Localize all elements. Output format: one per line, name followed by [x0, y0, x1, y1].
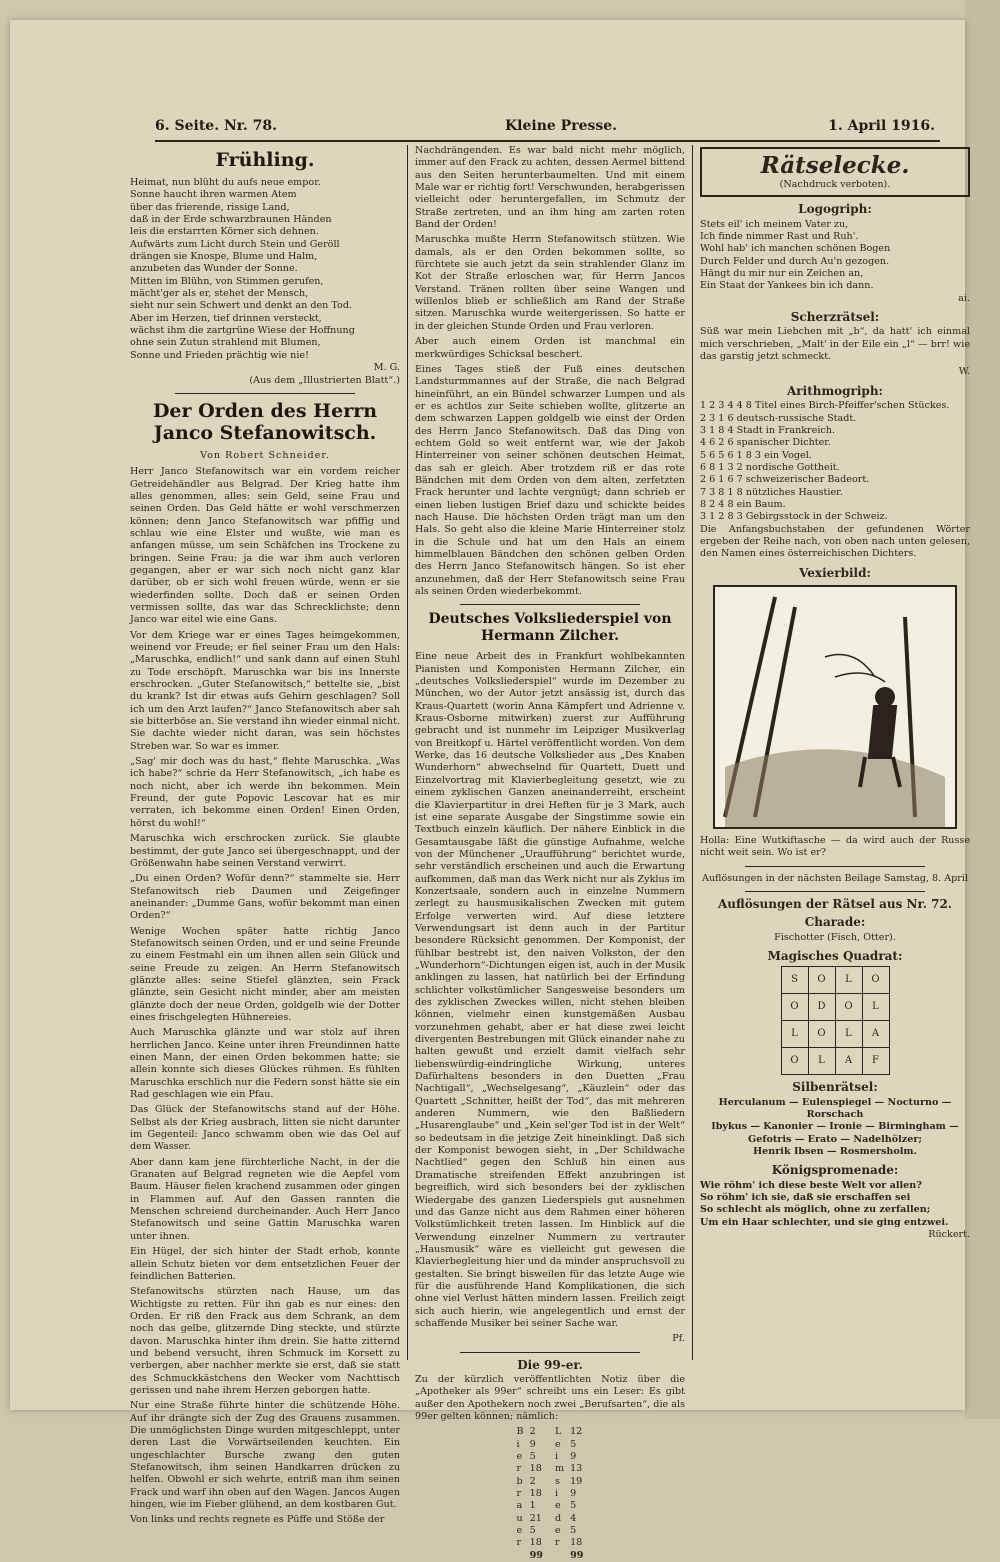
puzzle-corner-box: [700, 147, 970, 197]
poem-title: Frühling.: [215, 149, 315, 171]
poem-line: sieht nur sein Schwert und denkt an den Tod.: [130, 300, 353, 312]
magic-square-row: [781, 994, 889, 1021]
charade-text: Fischotter (Fisch, Otter).: [774, 931, 896, 943]
arithmogriph-line: 6 8 1 3 2 nordische Gottheit.: [700, 461, 840, 473]
paragraph: Eines Tages stieß der Fuß eines deutschen Landsturmmannes auf der Straße, die nach Belgrad hineinführt, an ein Bündel schwarzer Lumpen und als er es achtlos zur Seite schieben wollte, glitzerte an dem schwarzen Lappen goldgelb wie einst der Orden des Herrn Janco Stefanowitsch. Daß das Ding von echtem Gold so weit entfernt war, wie der Jakob Hinterreiner von seiner schönen deutschen Heimat, das sah er gleich. Aber trotzdem riß er das rote Bändchen mit dem Orden von dem alten, zerfetzten Frack herunter und lachte vergnügt; dann schrieb er einen lieben lustigen Brief dazu und schickte beides nach Hause. Die höchsten Orden trägt man um den Hals. So geht also die kleine Marie Hinterreiner stolz in die Schule und hat um den Hals an einem himmelblauen Bändchen den schönen gelben Orden des Herrn Janco Stefanowitsch hängen. So ist eher anzunehmen, daß der Herr Stefanowitsch seine Frau als seinen Orden wiederbekommt.: [415, 363, 685, 598]
arithmogriph-line: 7 3 8 1 8 nützliches Haustier.: [700, 486, 843, 498]
arithmogriph-line: 5 6 5 6 1 8 3 ein Vogel.: [700, 449, 812, 461]
koenig-title: Königspromenade:: [771, 1163, 899, 1178]
arithmogriph-line: 1 2 3 4 4 8 Titel eines Birch-Pfeiffer'schen Stückes.: [700, 400, 950, 412]
magic-square-cell: L: [835, 967, 862, 994]
logogriph-line: Hängt du mir nur ein Zeichen an,: [700, 268, 864, 280]
poem-line: ohne sein Zutun strahlend mit Blumen,: [130, 337, 321, 349]
puzzle-corner-note: (Nachdruck verboten).: [779, 179, 891, 190]
puzzle-corner-title: Rätselecke.: [760, 152, 910, 179]
poem-line: Heimat, nun blüht du aufs neue empor.: [130, 177, 321, 188]
column-rule-2: [692, 145, 693, 1360]
logogriph-line: Ich finde nimmer Rast und Ruh'.: [700, 231, 859, 243]
column-2: [415, 145, 685, 1561]
table-cell: 13: [570, 1463, 583, 1475]
poem-line: wächst ihm die zartgrüne Wiese der Hoffnung: [130, 325, 355, 337]
poem-line: über das frierende, rissige Land,: [130, 201, 290, 213]
arithmogriph-line: 3 1 2 8 3 Gebirgsstock in der Schweiz.: [700, 511, 888, 523]
paragraph: Aber auch einem Orden ist manchmal ein merkwürdiges Schicksal beschert.: [415, 336, 685, 360]
paragraph: Das Glück der Stefanowitschs stand auf der Höhe. Selbst als der Krieg ausbrach, litten sie nicht darunter im Gegenteil: Janco schwamm oben wie das Oel auf dem Wasser.: [130, 1104, 400, 1153]
scherz-sign: W.: [958, 366, 970, 378]
table-cell: 18: [570, 1537, 583, 1549]
page-header: [155, 118, 940, 142]
table-row: [514, 1537, 587, 1549]
table-row: [514, 1426, 587, 1438]
magic-square-cell: L: [781, 1021, 808, 1048]
paragraph: Vor dem Kriege war er eines Tages heimgekommen, weinend vor Freude; er fiel seiner Frau um den Hals: „Maruschka, endlich!“ und sank dann auf einen Stuhl zu Tode erschöpft. Maruschka war bis ins Innerste erschrocken. „Guter Stefanowitsch,“ bettelte sie, „bist du krank? Ist dir etwas aufs Gehirn geschlagen? Soll ich um den Arzt laufen?“ Janco Stefanowitsch aber sah sie bitterböse an. Sie verstand ihn wieder einmal nicht. Sie dachte wieder nicht daran, was sein höchstes Streben war. So war es immer.: [130, 629, 400, 752]
table-cell: 2: [529, 1475, 536, 1487]
column-3: [700, 145, 970, 1365]
silben-line: Herculanum — Eulenspiegel — Nocturno — Rorschach: [718, 1096, 952, 1121]
magic-square-cell: O: [808, 967, 835, 994]
table-cell: e: [554, 1525, 561, 1537]
poem: [130, 177, 400, 362]
charade-title: Charade:: [804, 915, 866, 930]
poem-line: daß in der Erde schwarzbraunen Händen: [130, 214, 332, 226]
magic-square-cell: S: [781, 967, 808, 994]
table-row: [514, 1451, 587, 1463]
poem-line: Aber im Herzen, tief drinnen versteckt,: [130, 312, 322, 324]
table-cell: i: [554, 1488, 559, 1500]
magic-square-cell: L: [862, 994, 889, 1021]
koenig-line: Wie röhm' ich diese beste Welt vor allen?: [700, 1179, 922, 1191]
table-cell: 19: [570, 1475, 583, 1487]
paragraph: Nachdrängenden. Es war bald nicht mehr möglich, immer auf den Frack zu achten, dessen Aermel bittend aus den Seiten herunterbaumelten. Und mit einem Male war er richtig fort! Verschwunden, herabgerissen vielleicht oder heruntergefallen, im Schmutz der Straße zertreten, und an ihm hing am zarten roten Band der Orden!: [415, 145, 685, 231]
magic-square-cell: D: [808, 994, 835, 1021]
poem-line: Sonne und Frieden prächtig wie nie!: [130, 349, 309, 361]
poem-line: Mitten im Blühn, von Stimmen gerufen,: [130, 275, 324, 287]
paragraph: Nur eine Straße führte hinter die schützende Höhe. Auf ihr drängte sich der Zug des Grauens zusammen. Die unmöglichsten Dinge wurden mitgeschleppt, unter deren Last die Vorwärtseilenden keuchten. Ein ungeschlachter Bursche zwang den guten Stefanowitsch, ihm seinen Handkarren drücken zu helfen. Obwohl er sich wehrte, entriß man ihm seinen Frack und warf ihn oben auf den Wagen. Jancos Augen hingen, wie im Fieber glühend, an dem kostbaren Gut.: [130, 1400, 400, 1511]
table-row: [514, 1525, 587, 1537]
table-cell: r: [554, 1537, 560, 1549]
scherz-text: Süß war mein Liebchen mit „b“, da hatt' ich einmal mich verschrieben, „Malt' in der Eile ein „l“ — brr! wie das garstig jetzt schmeckt.: [700, 326, 970, 363]
paragraph: Maruschka wich erschrocken zurück. Sie glaubte bestimmt, der gute Janco sei übergeschnappt, und der Größenwahn habe seinen Verstand verwirrt.: [130, 833, 400, 869]
table-cell: 9: [570, 1488, 577, 1500]
table-cell: 5: [570, 1500, 577, 1512]
table-row: [514, 1488, 587, 1500]
vexier-title: Vexierbild:: [799, 565, 871, 580]
arithmogriph-title: Arithmogriph:: [787, 383, 883, 398]
story-author: Von Robert Schneider.: [200, 449, 330, 461]
table-cell: e: [516, 1525, 523, 1537]
table-cell: a: [516, 1500, 523, 1512]
vexier-picture: [713, 585, 957, 829]
silben-line: Gefotris — Erato — Nadelhölzer;: [748, 1133, 922, 1145]
poem-source: (Aus dem „Illustrierten Blatt“.): [249, 374, 400, 386]
arithmogriph-note: Die Anfangsbuchstaben der gefundenen Wörter ergeben der Reihe nach, von oben nach unten gelesen, den Namen eines österreichischen Dichters.: [700, 523, 970, 560]
table-cell: 18: [529, 1488, 542, 1500]
table-cell: 1: [529, 1500, 536, 1512]
solutions-note: Auflösungen in der nächsten Beilage Samstag, 8. April: [701, 872, 969, 884]
poem-line: Sonne haucht ihren warmen Atem: [130, 189, 297, 201]
table-cell: 4: [570, 1512, 577, 1524]
table-cell: m: [554, 1463, 565, 1475]
paragraph: Stefanowitschs stürzten nach Hause, um das Wichtigste zu retten. Für ihn gab es nur eines: den Orden. Er riß den Frack aus dem Schrank, an dem noch das gelbe, glitzernde Ding steckte, und stürzte davon. Maruschka hinter ihm drein. Sie hatte zitternd und bebend versucht, ihren Schmuck im Korsett zu verbergen, aber nachher merkte sie erst, daß sie statt des Schmuckkästchens den Wecker vom Nachttisch gerissen und nahe ihrem Herzen geborgen hatte.: [130, 1286, 400, 1396]
table-cell: L: [554, 1426, 562, 1438]
table-cell: 18: [529, 1537, 542, 1549]
article-volkslied-title: Deutsches Volksliederspiel von Hermann Zilcher.: [428, 611, 672, 645]
column-rule-1: [407, 145, 408, 1360]
paragraph: Aber dann kam jene fürchterliche Nacht, in der die Granaten auf Belgrad regneten wie die Aepfel vom Baum. Häuser fielen krachend zusammen oder gingen in Flammen auf. Auf den Gassen rannten die Menschen schreiend durcheinander. Auch Herr Janco Stefanowitsch und seine Gattin Maruschka waren unter ihnen.: [130, 1156, 400, 1242]
scherz-title: Scherzrätsel:: [790, 310, 880, 325]
table-row: [514, 1463, 587, 1475]
story-body: [130, 466, 400, 1527]
magic-square-row: [781, 1048, 889, 1075]
logogriph-line: Stets eil' ich meinem Vater zu,: [700, 218, 849, 230]
story-title: Der Orden des Herrn Janco Stefanowitsch.: [152, 399, 378, 444]
header-right: 1. April 1916.: [828, 118, 935, 134]
article-volkslied-body: [415, 651, 685, 1330]
table-cell: 9: [570, 1451, 577, 1463]
table-cell: 99: [529, 1549, 543, 1561]
magic-square-row: [781, 1021, 889, 1048]
magic-square-cell: F: [862, 1048, 889, 1075]
table-cell: i: [516, 1438, 520, 1450]
table-cell: e: [516, 1451, 523, 1463]
koenig-lines: [700, 1180, 970, 1229]
paragraph: Herr Janco Stefanowitsch war ein vordem reicher Getreidehändler aus Belgrad. Der Krieg hatte ihm alles genommen, alles: sein Geld, seine Frau und seinen Orden. Das Geld hätte er wohl verschmerzen können; denn Janco Stefanowitsch war pfiffig und schlau wie eine Elster und wußte, wie man es anfangen müsse, um sein Schäfchen ins Trockene zu bringen. Seine Frau: ja die war ihm auch verloren gegangen, aber er war sich noch nicht ganz klar darüber, ob er sich wohl freuen würde, wenn er sie wiederfinden sollte. Doch daß er seinen Orden vermissen sollte, das war das Schrecklichste; denn Janco war eitel wie eine Gans.: [130, 466, 400, 626]
magic-square: [781, 966, 890, 1075]
paragraph: „Du einen Orden? Wofür denn?“ stammelte sie. Herr Stefanowitsch rieb Daumen und Zeigefinger aneinander: „Dumme Gans, wofür bekommt man einen Orden?“: [130, 873, 400, 922]
vexier-illustration: [715, 587, 955, 827]
table-cell: 21: [529, 1512, 542, 1524]
table-cell: i: [554, 1451, 559, 1463]
divider: [745, 891, 925, 892]
logogriph-line: Ein Staat der Yankees bin ich dann.: [700, 280, 874, 292]
koenig-line: Um ein Haar schlechter, und sie ging entzwei.: [700, 1216, 949, 1228]
poem-line: leis die erstarrten Körner sich dehnen.: [130, 226, 319, 238]
arithmogriph-line: 3 1 8 4 Stadt in Frankreich.: [700, 424, 835, 436]
table-cell: [514, 1550, 527, 1562]
logogriph-title: Logogriph:: [798, 202, 872, 217]
table-cell: r: [516, 1537, 522, 1549]
logogriph-sign: ai.: [958, 292, 970, 304]
paragraph: Ein Hügel, der sich hinter der Stadt erhob, konnte allein Schutz bieten vor dem entsetzlichen Feuer der feindlichen Batterien.: [130, 1246, 400, 1282]
koenig-line: So schlecht als möglich, ohne zu zerfallen;: [700, 1204, 931, 1216]
table-cell: 5: [570, 1438, 577, 1450]
table-row: [514, 1439, 587, 1451]
poem-line: drängen sie Knospe, Blume und Halm,: [130, 251, 318, 263]
table-cell: 2: [529, 1426, 536, 1438]
table-cell: 5: [529, 1525, 536, 1537]
divider: [460, 604, 640, 605]
magic-square-cell: O: [835, 994, 862, 1021]
table-row: [514, 1500, 587, 1512]
divider: [460, 1352, 640, 1353]
poem-line: Aufwärts zum Licht durch Stein und Geröll: [130, 238, 340, 250]
table-cell: 99: [570, 1549, 584, 1561]
magic-square-cell: A: [862, 1021, 889, 1048]
paragraph: Auch Maruschka glänzte und war stolz auf ihren herrlichen Janco. Keine unter ihren Freundinnen hatte einen Mann, der einen Orden bekommen hatte; sie allein konnte sich dieses Glückes rühmen. Es fühlten Maruschka erschlich nur die Federn sonst hätte sie ein Rad geschlagen wie ein Pfau.: [130, 1027, 400, 1101]
table-cell: 9: [529, 1438, 536, 1450]
silben-title: Silbenrätsel:: [792, 1080, 878, 1095]
silben-line: Henrik Ibsen — Rosmersholm.: [753, 1146, 917, 1158]
arithmogriph-line: 8 2 4 8 ein Baum.: [700, 498, 786, 510]
magic-square-cell: O: [781, 1048, 808, 1075]
arithmogriph-lines: [700, 400, 970, 523]
table-total-row: [514, 1550, 587, 1562]
arithmogriph-line: 2 6 1 6 7 schweizerischer Badeort.: [700, 474, 870, 486]
vexier-caption: Holla: Eine Wutkiftasche — da wird auch der Russe nicht weit sein. Wo ist er?: [700, 834, 970, 859]
table-cell: s: [554, 1475, 560, 1487]
poem-line: anzubeten das Wunder der Sonne.: [130, 263, 298, 275]
logogriph-lines: [700, 219, 970, 293]
magic-square-row: [781, 967, 889, 994]
story-continuation: [415, 145, 685, 598]
table-row: [514, 1513, 587, 1525]
article-99er-text: Zu der kürzlich veröffentlichten Notiz über die „Apotheker als 99er“ schreibt uns ein Leser: Es gibt außer den Apothekern noch zwei „Berufsarten“, die als 99er gelten können; nämlich:: [415, 1373, 685, 1422]
paragraph: Eine neue Arbeit des in Frankfurt wohlbekannten Pianisten und Komponisten Hermann Zilcher, ein „deutsches Volksliederspiel“ wurde im Dezember zu München, wo der Autor jetzt ansässig ist, durch das Kraus-Quartett (worin Anna Kämpfert und Adrienne v. Kraus-Osborne mitwirken) zuerst zur Aufführung gebracht und ist nunmehr im Leipziger Musikverlag von Breitkopf u. Härtel veröffentlicht worden. Von dem Werke, das 16 deutsche Volkslieder aus „Des Knaben Wunderhorn“ abwechselnd für Quartett, Duett und Einzelvortrag mit Klavierbegleitung gesetzt, wie zu einem zyklischen Ganzen aneinanderreiht, erscheint die Klavierpartitur in drei Heften für je 3 Mark, auch ist eine separate Ausgabe der Singstimme sowie ein Textbuch einzeln käuflich. Der nähere Einblick in die Gesamtausgabe läßt die günstige Aufnahme, welche von der Münchener „Uraufführung“ berichtet wurde, sehr verständlich erscheinen und auch die Erwartung aufkommen, daß man das Werk nicht nur als Zyklus im Konzertsaale, sondern auch in einzelne Nummern zerlegt zu hausmusikalischen Zwecken mit gutem Erfolge verwerten wird. Auf diese letztere Verwendungsart ist denn auch in der Partitur besondere Rücksicht genommen. Der Komponist, der fühlbar bestrebt ist, den naiven Volkston, der den „Wunderhorn“-Dichtungen eigen ist, auch in der Musik anklingen zu lassen, hat natürlich bei der Erfindung schlichter volkstümlicher Sangesweise besonders um des zyklischen Zweckes willen, nicht stehen bleiben können, vielmehr einen kunstgemäßen Ausbau vorzunehmen gehabt, aber er hat diese zwei leicht divergenten Bestrebungen mit Glück einander nahe zu halten gewußt und erzielt damit vielfach sehr liebenswürdig-eindringliche Wirkung, unteres Dafürhaltens besonders in den Duetten „Frau Nachtigall“, „Wechselgesang“, „Käuzlein“ oder das Quartett „Schnitter, heißt der Tod“, das mit mehreren anderen Nummern, wie den Baßliedern „Husarenglaube“ und „Kein sel'ger Tod ist in der Welt“ so bedeutsam in die jetzige Zeit hineinklingt. Daß sich der Komponist bewogen sieht, in „Der Schildwache Nachtlied“ gegen den Schluß hin einen aus Dramatische streifenden Effekt anzubringen ist begreiflich, wird sich besonders bei der zyklischen Wiedergabe des ganzen Liederspiels gut ausnehmen und das Ganze nicht aus dem Rahmen einer höheren Volkstümlichkeit treten lassen. Im Hinblick auf die Verwendung einzelner Nummern zu vertrauter „Hausmusik“ wäre es vielleicht gut gewesen die Klavierbegleitung hier und da minder anspruchsvoll zu gestalten. Sie bringt bisweilen für das letzte Auge wie für die ausführende Hand Komplikationen, die sich ohne viel Verlust hätten mindern lassen. Freilich zeigt sich auch hierin, wie angelegentlich und ernst der schaffende Musiker bei seiner Sache war.: [415, 651, 685, 1329]
poem-line: mächt'ger als er, stehet der Mensch,: [130, 288, 309, 300]
magic-square-cell: L: [835, 1021, 862, 1048]
paragraph: Maruschka mußte Herrn Stefanowitsch stützen. Wie damals, als er den Orden bekommen sollte, so fürchtete sie auch jetzt da sein strahlender Glanz im Kot der Straße erloschen war, für Herrn Jancos Verstand. Tränen rollten über seine Wangen und willenlos blieb er schließlich am Rand der Straße sitzen. Maruschka wurde weitergerissen. So hatte er in der gleichen Stunde Orden und Frau verloren.: [415, 234, 685, 332]
table-cell: 5: [570, 1525, 577, 1537]
table-cell: r: [516, 1463, 522, 1475]
logogriph-line: Durch Felder und durch Au'n gezogen.: [700, 255, 890, 267]
table-cell: 5: [529, 1451, 536, 1463]
magic-square-cell: A: [835, 1048, 862, 1075]
header-center: Kleine Presse.: [505, 118, 618, 134]
letter-value-table: [514, 1426, 587, 1562]
table-row: [514, 1476, 587, 1488]
header-left: 6. Seite. Nr. 78.: [155, 118, 277, 134]
table-cell: e: [554, 1500, 561, 1512]
silben-line: Ibykus — Kanonier — Ironie — Birmingham —: [711, 1121, 959, 1133]
table-cell: r: [516, 1488, 522, 1500]
table-cell: 18: [529, 1463, 542, 1475]
poem-signature: M. G.: [373, 362, 400, 374]
table-cell: u: [516, 1512, 523, 1524]
arithmogriph-line: 2 3 1 6 deutsch-russische Stadt.: [700, 412, 857, 424]
magic-square-cell: O: [781, 994, 808, 1021]
table-cell: d: [554, 1512, 562, 1524]
table-cell: 12: [570, 1426, 583, 1438]
table-cell: b: [516, 1475, 523, 1487]
magic-square-cell: O: [808, 1021, 835, 1048]
column-1: [130, 145, 400, 1526]
koenig-line: So röhm' ich sie, daß sie erschaffen sei: [700, 1192, 911, 1204]
divider: [745, 866, 925, 867]
magic-square-cell: L: [808, 1048, 835, 1075]
table-cell: B: [516, 1426, 524, 1438]
divider: [175, 393, 355, 394]
table-cell: e: [554, 1438, 561, 1450]
koenig-sign: Rückert.: [928, 1229, 970, 1241]
paragraph: „Sag' mir doch was du hast,“ flehte Maruschka. „Was ich habe?“ schrie da Herr Stefanowitsch, „ich habe es noch nicht, aber ich werde ihn bekommen. Mein Freund, der gute Popovic Lescovar hat es mir verraten, ich bekomme einen Orden! Einen Orden, hörst du wohl!“: [130, 756, 400, 829]
table-cell: [552, 1550, 567, 1562]
paragraph: Von links und rechts regnete es Püffe und Stöße der: [130, 1514, 385, 1526]
solutions-title: Auflösungen der Rätsel aus Nr. 72.: [718, 897, 952, 911]
arithmogriph-line: 4 6 2 6 spanischer Dichter.: [700, 437, 831, 449]
article-99er-title: Die 99-er.: [517, 1357, 583, 1372]
silben-lines: [700, 1097, 970, 1159]
logogriph-line: Wohl hab' ich manchen schönen Bogen: [700, 243, 891, 255]
magic-square-cell: O: [862, 967, 889, 994]
article-volkslied-sign: Pf.: [672, 1333, 685, 1345]
paragraph: Wenige Wochen später hatte richtig Janco Stefanowitsch seinen Orden, und er und seine Freunde zu einem Festmahl ein um ihnen allen sein Glück und seine Freude zu zeigen. An Herrn Stefanowitsch glänzte alles: seine Stiefel glänzten, sein Frack glänzte, sein Gesicht nicht minder, aber am meisten glänzte doch der neue Orden, goldgelb wie der Dotter eines frischgelegten Hühnereies.: [130, 925, 400, 1023]
page-edge: [965, 0, 1000, 1419]
magic-square-title: Magisches Quadrat:: [767, 949, 903, 964]
